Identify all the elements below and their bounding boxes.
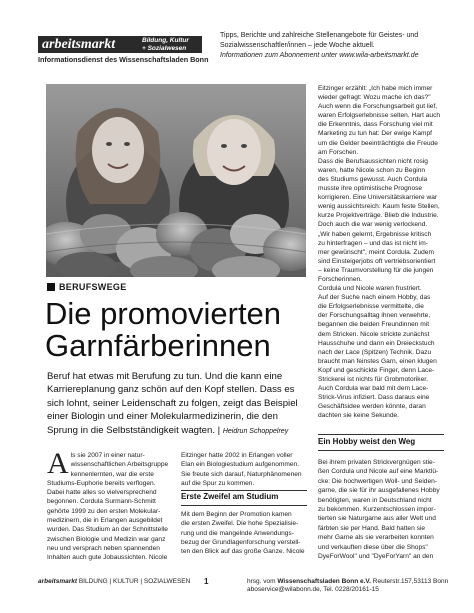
body-line: des Studiums gewusst. Auch Cordula xyxy=(318,175,428,183)
author-byline: Heidrun Schoppelrey xyxy=(222,427,289,435)
photo-illustration xyxy=(46,84,306,277)
body-line: medizinern, die in Erlangen ausgebildet xyxy=(47,517,163,525)
body-line: zwischen Biologie und Medizin war ganz xyxy=(47,535,166,543)
body-line: tierten sie Naturgarne aus aller Welt und xyxy=(318,515,436,523)
column-2-continued xyxy=(181,510,307,556)
body-line: begannen die beiden Freundinnen mit xyxy=(318,321,430,329)
footer-brand-name: arbeitsmarkt xyxy=(38,578,78,585)
lead-line: Karriereplanung ganz schön auf den Kopf stellen. Dass es xyxy=(47,384,295,396)
body-line: die Erfolgserlebnisse vermittelte, die xyxy=(318,303,424,311)
subheading-rule-bottom xyxy=(181,505,307,506)
body-line: auf die Spur zu kommen. xyxy=(181,479,255,487)
body-line: Forscherinnen. xyxy=(318,275,362,283)
body-line: der Forschungsalltag ihnen verwehrte, xyxy=(318,312,431,320)
footer-publisher xyxy=(247,578,448,594)
logo-text: arbeitsmarkt xyxy=(42,37,116,52)
subheading-rule-bottom xyxy=(318,450,444,451)
logo-subtitle-1: Bildung, Kultur xyxy=(142,37,189,44)
body-line: bezug der Grundlagenforschung verstell- xyxy=(181,538,301,546)
body-line: dachten sie keine Sekunde. xyxy=(318,412,400,420)
body-line: Auch Cordula war bald mit dem Lace- xyxy=(318,385,429,393)
body-line: mehr Garne als sie verarbeiten konnten xyxy=(318,534,434,542)
page-number: 1 xyxy=(204,577,209,586)
lead-line-text: Sprung in die Selbstständigkeit wagten. | xyxy=(47,424,221,436)
body-line: Doch auch die war wenig verlockend. xyxy=(318,221,428,229)
body-line: wieder gefragt: Wozu mache ich das?" xyxy=(318,94,431,102)
lead-line: sich lohnt, seiner Leidenschaft zu folgen, zeigt das Beispiel xyxy=(47,397,298,409)
article-headline xyxy=(45,298,305,362)
lead-line: Beruf hat etwas mit Berufung zu tun. Und die kann eine xyxy=(47,371,283,382)
body-line: cke: Die hochwertigen Woll- und Seiden- xyxy=(318,477,437,485)
body-line: Hausschuhe und dann ein Dreieckstuch xyxy=(318,339,435,347)
publisher-prefix: hrsg. vom xyxy=(247,578,278,585)
body-line: sind Einsteigerjobs oft vertriebsorientiert xyxy=(318,257,436,265)
body-line: rung und die mangelnde Anwendungs- xyxy=(181,529,294,537)
body-line: Dabei hatte alles so vielversprechend xyxy=(47,489,157,497)
body-line: Eitzinger erzählt: „Ich habe mich immer xyxy=(318,85,433,92)
body-line: ten den Blick auf das große Ganze. Nicole xyxy=(181,548,305,556)
footer-brand xyxy=(38,578,190,586)
publisher-address: Reuterstr.157,53113 Bonn xyxy=(370,578,449,585)
article-photo xyxy=(46,84,306,277)
promo-line: Sozialwissenschaftler/innen – jede Woche aktuell. xyxy=(220,42,375,49)
body-line: braucht man feinstes Garn, einen klugen xyxy=(318,357,437,365)
body-line: kurze Projektverträge. Blieb die Industrie. xyxy=(318,212,439,220)
body-line: Inhalten auch gute Jobaussichten. Nicole xyxy=(47,554,168,562)
body-line: wenig aussichtsreich: Kaum feste Stellen, xyxy=(318,203,440,211)
body-line: Dass die Berufsaussichten nicht rosig xyxy=(318,157,428,165)
promo-line: Informationen zum Abonnement unter www.wila-arbeitsmarkt.de xyxy=(220,52,419,59)
body-line: „Wir haben gelernt, Ergebnisse kritisch xyxy=(318,230,432,238)
publisher-contact: aboservice@wilabonn.de, Tel. 0228/20161-15 xyxy=(247,586,379,593)
body-line: Kopf und geschickte Finger, denn Lace- xyxy=(318,366,435,374)
subheading-hobby: Ein Hobby weist den Weg xyxy=(318,437,416,446)
body-line: Sie freute sich darauf, Naturphänomenen xyxy=(181,470,302,478)
footer-brand-text: BILDUNG | KULTUR | SOZIALWESEN xyxy=(77,578,191,585)
body-line: garne, die sie für ihr ausgefallenes Hobby xyxy=(318,487,440,495)
body-line: Elan ein Biologiestudium aufgenommen. xyxy=(181,461,300,469)
body-line: um die Gelder beeinträchtigte die Freude xyxy=(318,139,438,147)
body-line: ls sie 2007 in einer natur- xyxy=(70,452,145,459)
body-line: korrigieren. Eine Universitätskarriere war xyxy=(318,194,438,202)
body-line: benötigten, waren in Deutschland nicht xyxy=(318,496,432,504)
body-line: Strick-Virus infiziert. Dass daraus eine xyxy=(318,394,430,402)
body-line: dem Stricken. Nicole strickte zunächst xyxy=(318,330,430,338)
body-line: Bei ihrem privaten Strickvergnügen stie- xyxy=(318,459,435,466)
column-2 xyxy=(181,451,307,488)
promo-line: Tipps, Berichte und zahlreiche Stellenangebote für Geistes- und xyxy=(220,32,419,39)
body-line: und verkauften diese über die Shops" xyxy=(318,543,428,551)
body-line: wissenschaftlichen Arbeitsgruppe xyxy=(70,461,169,469)
subheading-rule-top xyxy=(181,490,307,491)
square-bullet-icon xyxy=(47,283,55,291)
body-line: zu hinterfragen – und das ist nicht im- xyxy=(318,239,428,247)
body-line: DyeForWool" und "DyeForYarn" an den xyxy=(318,553,434,561)
publisher-name: Wissenschaftsladen Bonn e.V. xyxy=(277,578,371,585)
body-line: – keine Traumvorstellung für die jungen xyxy=(318,266,434,274)
column-3-continued xyxy=(318,458,444,561)
body-line: mer gewünscht", meint Cordula. Zudem xyxy=(318,248,434,256)
column-3 xyxy=(318,84,444,420)
body-line: Studiums-Euphorie bereits verflogen. xyxy=(47,479,156,487)
body-line: Auch wenn die Forschungsarbeit gut lief, xyxy=(318,103,438,111)
body-line: begonnen. Cordula Surmann-Schmitt xyxy=(47,498,156,506)
body-line: gehörte 1999 zu den ersten Molekular- xyxy=(47,507,161,515)
subscription-promo xyxy=(220,31,460,61)
body-line: musste ihre optimistische Prognose xyxy=(318,185,423,193)
body-line: neu und versprach neben spannenden xyxy=(47,544,160,552)
body-line: Mit dem Beginn der Promotion kamen xyxy=(181,511,292,518)
subheading-rule-top xyxy=(318,434,444,435)
body-line: wurden. Das Studium an der Schnittstelle xyxy=(47,526,168,534)
body-line: Strickerei ist nichts für Grobmotoriker. xyxy=(318,376,428,383)
section-label-text: BERUFSWEGE xyxy=(59,282,127,292)
headline-line: Die promovierten xyxy=(45,296,282,331)
body-line: am Forschen. xyxy=(318,148,359,156)
drop-cap: A xyxy=(47,447,69,480)
body-line: waren Erfolgserlebnisse selten. Hart auch xyxy=(318,112,441,120)
body-line: die ersten Zweifel. Die hohe Spezialisie- xyxy=(181,520,299,528)
body-line: Eitzinger hatte 2002 in Erlangen voller xyxy=(181,452,293,459)
body-line: färbten sie per Hand. Bald hatten sie xyxy=(318,524,426,532)
column-1 xyxy=(47,447,171,563)
body-line: Auf der Suche nach einem Hobby, das xyxy=(318,294,431,302)
body-line: zu bekommen. Kurzentschlossen impor- xyxy=(318,506,436,514)
body-line: Cordula und Nicole waren frustriert. xyxy=(318,285,422,293)
subheading-erste-zweifel: Erste Zweifel am Studium xyxy=(181,492,279,501)
body-line: die Erkenntnis, dass Forschung viel mit xyxy=(318,121,433,129)
article-lead xyxy=(47,370,309,438)
section-label xyxy=(47,282,127,293)
body-line: waren, hatte Nicole schon zu Beginn xyxy=(318,166,426,174)
logo-subtitle-2: + Sozialwesen xyxy=(142,44,187,52)
body-line: kennenlernten, war die erste xyxy=(70,470,154,478)
body-line: ßen Cordula und Nicole auf eine Marktlü- xyxy=(318,468,439,476)
headline-line: Garnfärberinnen xyxy=(45,328,271,363)
body-line: Marketing zu tun hat: Der ewige Kampf xyxy=(318,130,432,138)
lead-line: einer Biologin und einer Molekularmedizinerin, die den xyxy=(47,411,278,423)
body-line: Geschäftsidee werden könnte, daran xyxy=(318,403,426,411)
publication-logo xyxy=(38,36,209,66)
logo-tagline: Informationsdienst des Wissenschaftsladen Bonn xyxy=(38,55,209,64)
body-line: nach der Lace (Spitzen) Technik. Dazu xyxy=(318,348,432,356)
lead-line xyxy=(47,424,309,438)
